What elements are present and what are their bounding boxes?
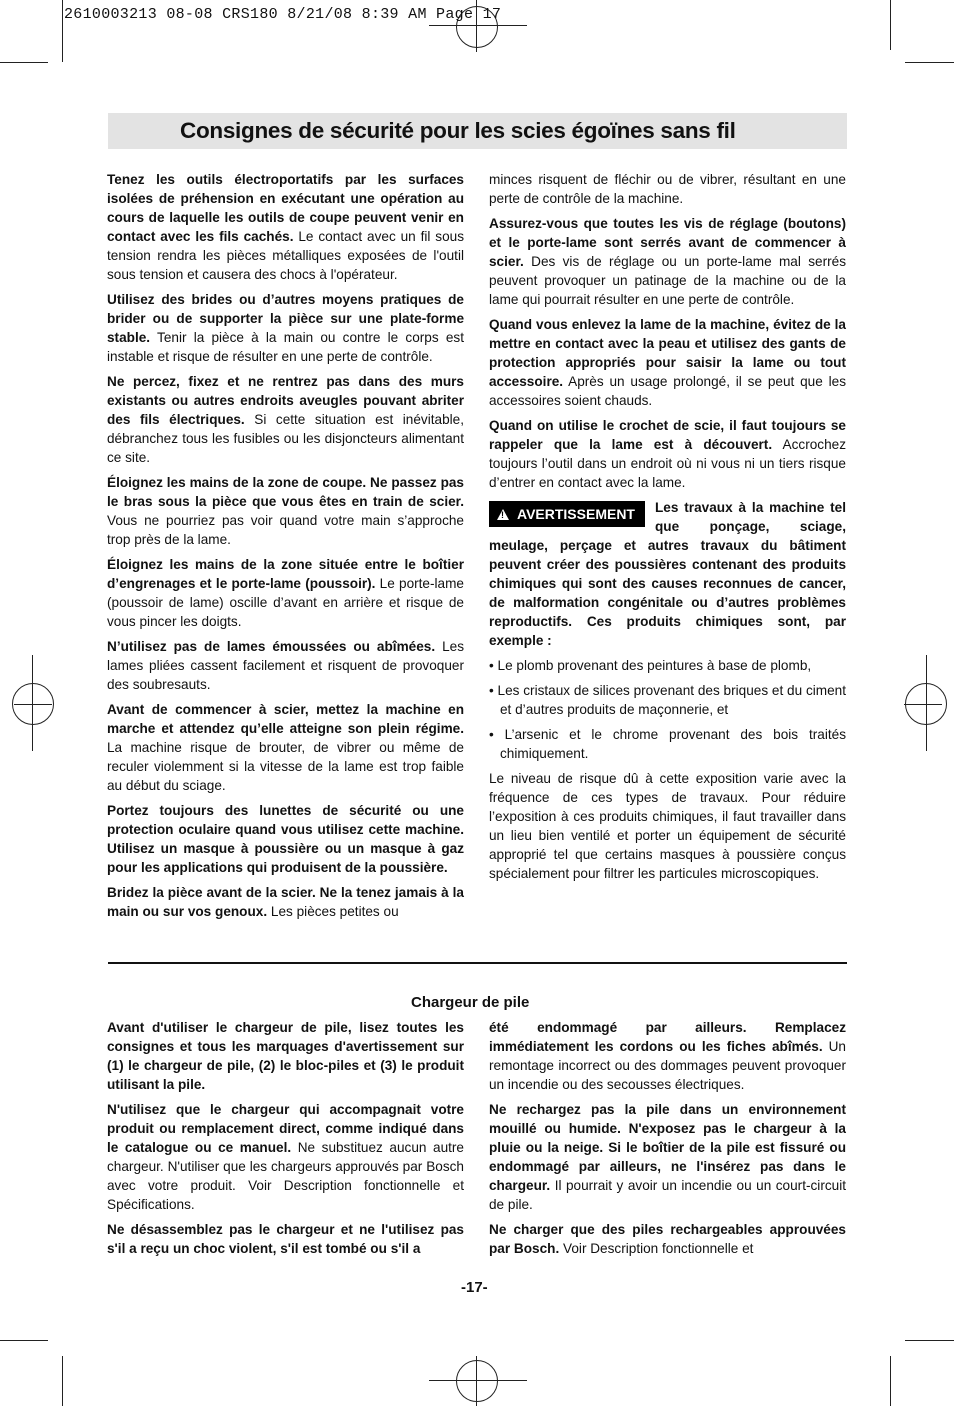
crop-mark — [0, 62, 48, 63]
paragraph-bold: Éloignez les mains de la zone de coupe. Ne passez pas le bras sous la pièce que vous êtes en train de scier. — [107, 475, 464, 509]
crop-mark — [890, 1356, 891, 1406]
paragraph-bold: Bridez la pièce avant de la scier. Ne la tenez jamais à la main ou sur vos genoux. — [107, 885, 464, 919]
crop-mark — [905, 62, 954, 63]
paragraph-bold: Portez toujours des lunettes de sécurité ou une protection oculaire quand vous utilisez cette machine. Utilisez un masque à poussière ou un masque à gaz pour les applications qui produisent de la poussière. — [107, 803, 464, 875]
paragraph — [107, 473, 464, 549]
paragraph — [489, 170, 846, 208]
safety-column-left — [107, 170, 464, 927]
paragraph-text: La machine risque de brouter, de vibrer ou même de reculer violemment si la vitesse de la lame est trop faible au début du sciage. — [107, 740, 464, 793]
paragraph — [107, 1100, 464, 1214]
paragraph-bold: Utilisez des brides ou d’autres moyens pratiques de brider ou de supporter la pièce sur une plate-forme stable. — [107, 292, 464, 345]
paragraph-bold: Quand vous enlevez la lame de la machine, évitez de la mettre en contact avec la peau et utilisez des gants de protection appropriés pour saisir la lame ou tout accessoire. — [489, 317, 846, 389]
paragraph-text: Le porte-lame (poussoir de lame) oscille d’avant en arrière et risque de vous pincer les doigts. — [107, 576, 464, 629]
page-title: Consignes de sécurité pour les scies égoïnes sans fil — [108, 113, 847, 149]
paragraph — [107, 883, 464, 921]
page-number: -17- — [461, 1279, 488, 1296]
paragraph-bold: Ne charger que des piles rechargeables approuvées par Bosch. — [489, 1222, 846, 1256]
registration-mark-icon — [12, 683, 54, 725]
safety-column-right — [489, 170, 846, 889]
section-divider — [108, 962, 847, 964]
paragraph-bold: Avant d'utiliser le chargeur de pile, lisez toutes les consignes et tous les marquages d'avertissement sur (1) le chargeur de pile, (2) le bloc-piles et (3) le produit utilisant la pile. — [107, 1020, 464, 1092]
paragraph — [107, 372, 464, 467]
paragraph — [489, 1018, 846, 1094]
paragraph-bold: N'utilisez que le chargeur qui accompagnait votre produit ou remplacement direct, comme indiqué dans le catalogue ou ce manuel. — [107, 1102, 464, 1155]
paragraph-text: Accrochez toujours l’outil dans un endroit où ni vous ni un tiers risque d’entrer en contact avec la lame. — [489, 437, 846, 490]
paragraph-text: Voir Description fonctionnelle et — [559, 1241, 754, 1256]
paragraph-bold: Assurez-vous que toutes les vis de réglage (boutons) et le porte-lame sont serrés avant de commencer à scier. — [489, 216, 846, 269]
charger-column-right — [489, 1018, 846, 1264]
paragraph-bold: Ne rechargez pas la pile dans un environnement mouillé ou humide. N'exposez pas le chargeur à la pluie ou la neige. Si le boîtier de la pile est fissuré ou endommagé par ailleurs, ne l'insérez pas dans le chargeur. — [489, 1102, 846, 1193]
paragraph-text: Après un usage prolongé, il se peut que les accessoires soient chauds. — [489, 374, 846, 408]
registration-mark-icon — [905, 683, 947, 725]
crop-mark — [0, 1340, 48, 1341]
paragraph-text: Les lames pliées cassent facilement et risquent de provoquer des soubresauts. — [107, 639, 465, 692]
paragraph-bold: Ne percez, fixez et ne rentrez pas dans des murs existants ou autres endroits aveugles pouvant abriter des fils électriques. — [107, 374, 464, 427]
paragraph — [107, 170, 464, 284]
crop-mark — [62, 0, 63, 62]
warning-badge — [489, 501, 645, 527]
paragraph-text: Tenir la pièce à la main ou contre le corps est instable et risque de résulter en une perte de contrôle. — [107, 330, 464, 364]
crop-mark — [905, 1340, 954, 1341]
paragraph — [489, 1220, 846, 1258]
paragraph — [107, 290, 464, 366]
paragraph-text: Ne substituez aucun autre chargeur. N'utiliser que les chargeurs approuvés par Bosch avec votre produit. Voir Description fonctionnelle et Spécifications. — [107, 1140, 464, 1212]
paragraph — [489, 315, 846, 410]
paragraph — [107, 801, 464, 877]
paragraph-text: Si cette situation est inévitable, débranchez tous les fusibles ou les disjoncteurs alimentant ce site. — [107, 412, 464, 465]
charger-column-left — [107, 1018, 464, 1264]
paragraph-bold: Éloignez les mains de la zone située entre le boîtier d’engrenages et le porte-lame (poussoir). — [107, 557, 464, 591]
paragraph — [489, 1100, 846, 1214]
warning-text: Les travaux à la machine tel que ponçage, sciage, meulage, perçage et autres travaux du bâtiment peuvent créer des poussières contenant des produits chimiques qui sont des causes reconnues de cancer, de malformation congénitale ou d’autres problèmes reproductifs. Ces produits chimiques sont, par exemple : — [489, 500, 846, 648]
print-slug: 2610003213 08-08 CRS180 8/21/08 8:39 AM Page 17 — [64, 6, 502, 23]
paragraph — [107, 1220, 464, 1258]
charger-heading: Chargeur de pile — [411, 994, 530, 1011]
risk-paragraph: Le niveau de risque dû à cette exposition varie avec la fréquence de ces types de travaux. Pour réduire l’exposition à ces produits chimiques, il faut travailler dans un lieu bien ventilé et porter un équipement de sécurité approprié tel que certains masques à poussière conçus spécialement pour filtrer les particules microscopiques. — [489, 771, 846, 881]
paragraph-bold: Ne désassemblez pas le chargeur et ne l'utilisez pas s'il a reçu un choc violent, s'il est tombé ou s'il a — [107, 1222, 464, 1256]
paragraph-text: Vous ne pourriez pas voir quand votre main s’approche trop près de la lame. — [107, 513, 464, 547]
paragraph — [107, 637, 464, 694]
crop-mark — [890, 0, 891, 50]
paragraph-text: Des vis de réglage ou un porte-lame mal serrés peuvent provoquer un patinage de la machine ou de la lame qui pourrait résulter en une perte de contrôle. — [489, 254, 846, 307]
warning-block — [489, 498, 846, 650]
paragraph-text: minces risquent de fléchir ou de vibrer, résultant en une perte de contrôle de la machine. — [489, 172, 846, 206]
paragraph-bold: Quand on utilise le crochet de scie, il faut toujours se rappeler que la lame est à découvert. — [489, 418, 846, 452]
paragraph-bold: Avant de commencer à scier, mettez la machine en marche et attendez qu’elle atteigne son plein régime. — [107, 702, 464, 736]
paragraph — [489, 214, 846, 309]
paragraph — [107, 1018, 464, 1094]
paragraph — [107, 700, 464, 795]
paragraph-bold: été endommagé par ailleurs. Remplacez immédiatement les cordons ou les fiches abîmés. — [489, 1020, 846, 1054]
paragraph — [489, 416, 846, 492]
bullet-item: • Les cristaux de silices provenant des briques et du ciment et d’autres produits de maçonnerie, et — [489, 683, 846, 717]
warning-label: AVERTISSEMENT — [517, 506, 635, 522]
paragraph-bold: Tenez les outils électroportatifs par les surfaces isolées de préhension en exécutant une opération au cours de laquelle les outils de coupe peuvent venir en contact avec les fils cachés. — [107, 172, 464, 244]
crop-mark — [62, 1356, 63, 1406]
bullet-item: • L’arsenic et le chrome provenant des bois traités chimiquement. — [489, 727, 846, 761]
paragraph-text: Les pièces petites ou — [267, 904, 399, 919]
registration-mark-icon — [456, 1360, 498, 1402]
warning-triangle-icon — [497, 509, 509, 520]
paragraph — [107, 555, 464, 631]
paragraph-text: Un remontage incorrect ou des dommages peuvent provoquer un incendie ou des secousses électriques. — [489, 1039, 846, 1092]
bullet-item: • Le plomb provenant des peintures à base de plomb, — [489, 658, 812, 673]
paragraph-text: Il pourrait y avoir un incendie ou un court-circuit de pile. — [489, 1178, 846, 1212]
paragraph-bold: N’utilisez pas de lames émoussées ou abîmées. — [107, 639, 436, 654]
paragraph-text: Le contact avec un fil sous tension rendra les pièces métalliques exposées de l'outil sous tension et causera des chocs à l'opérateur. — [107, 229, 465, 282]
